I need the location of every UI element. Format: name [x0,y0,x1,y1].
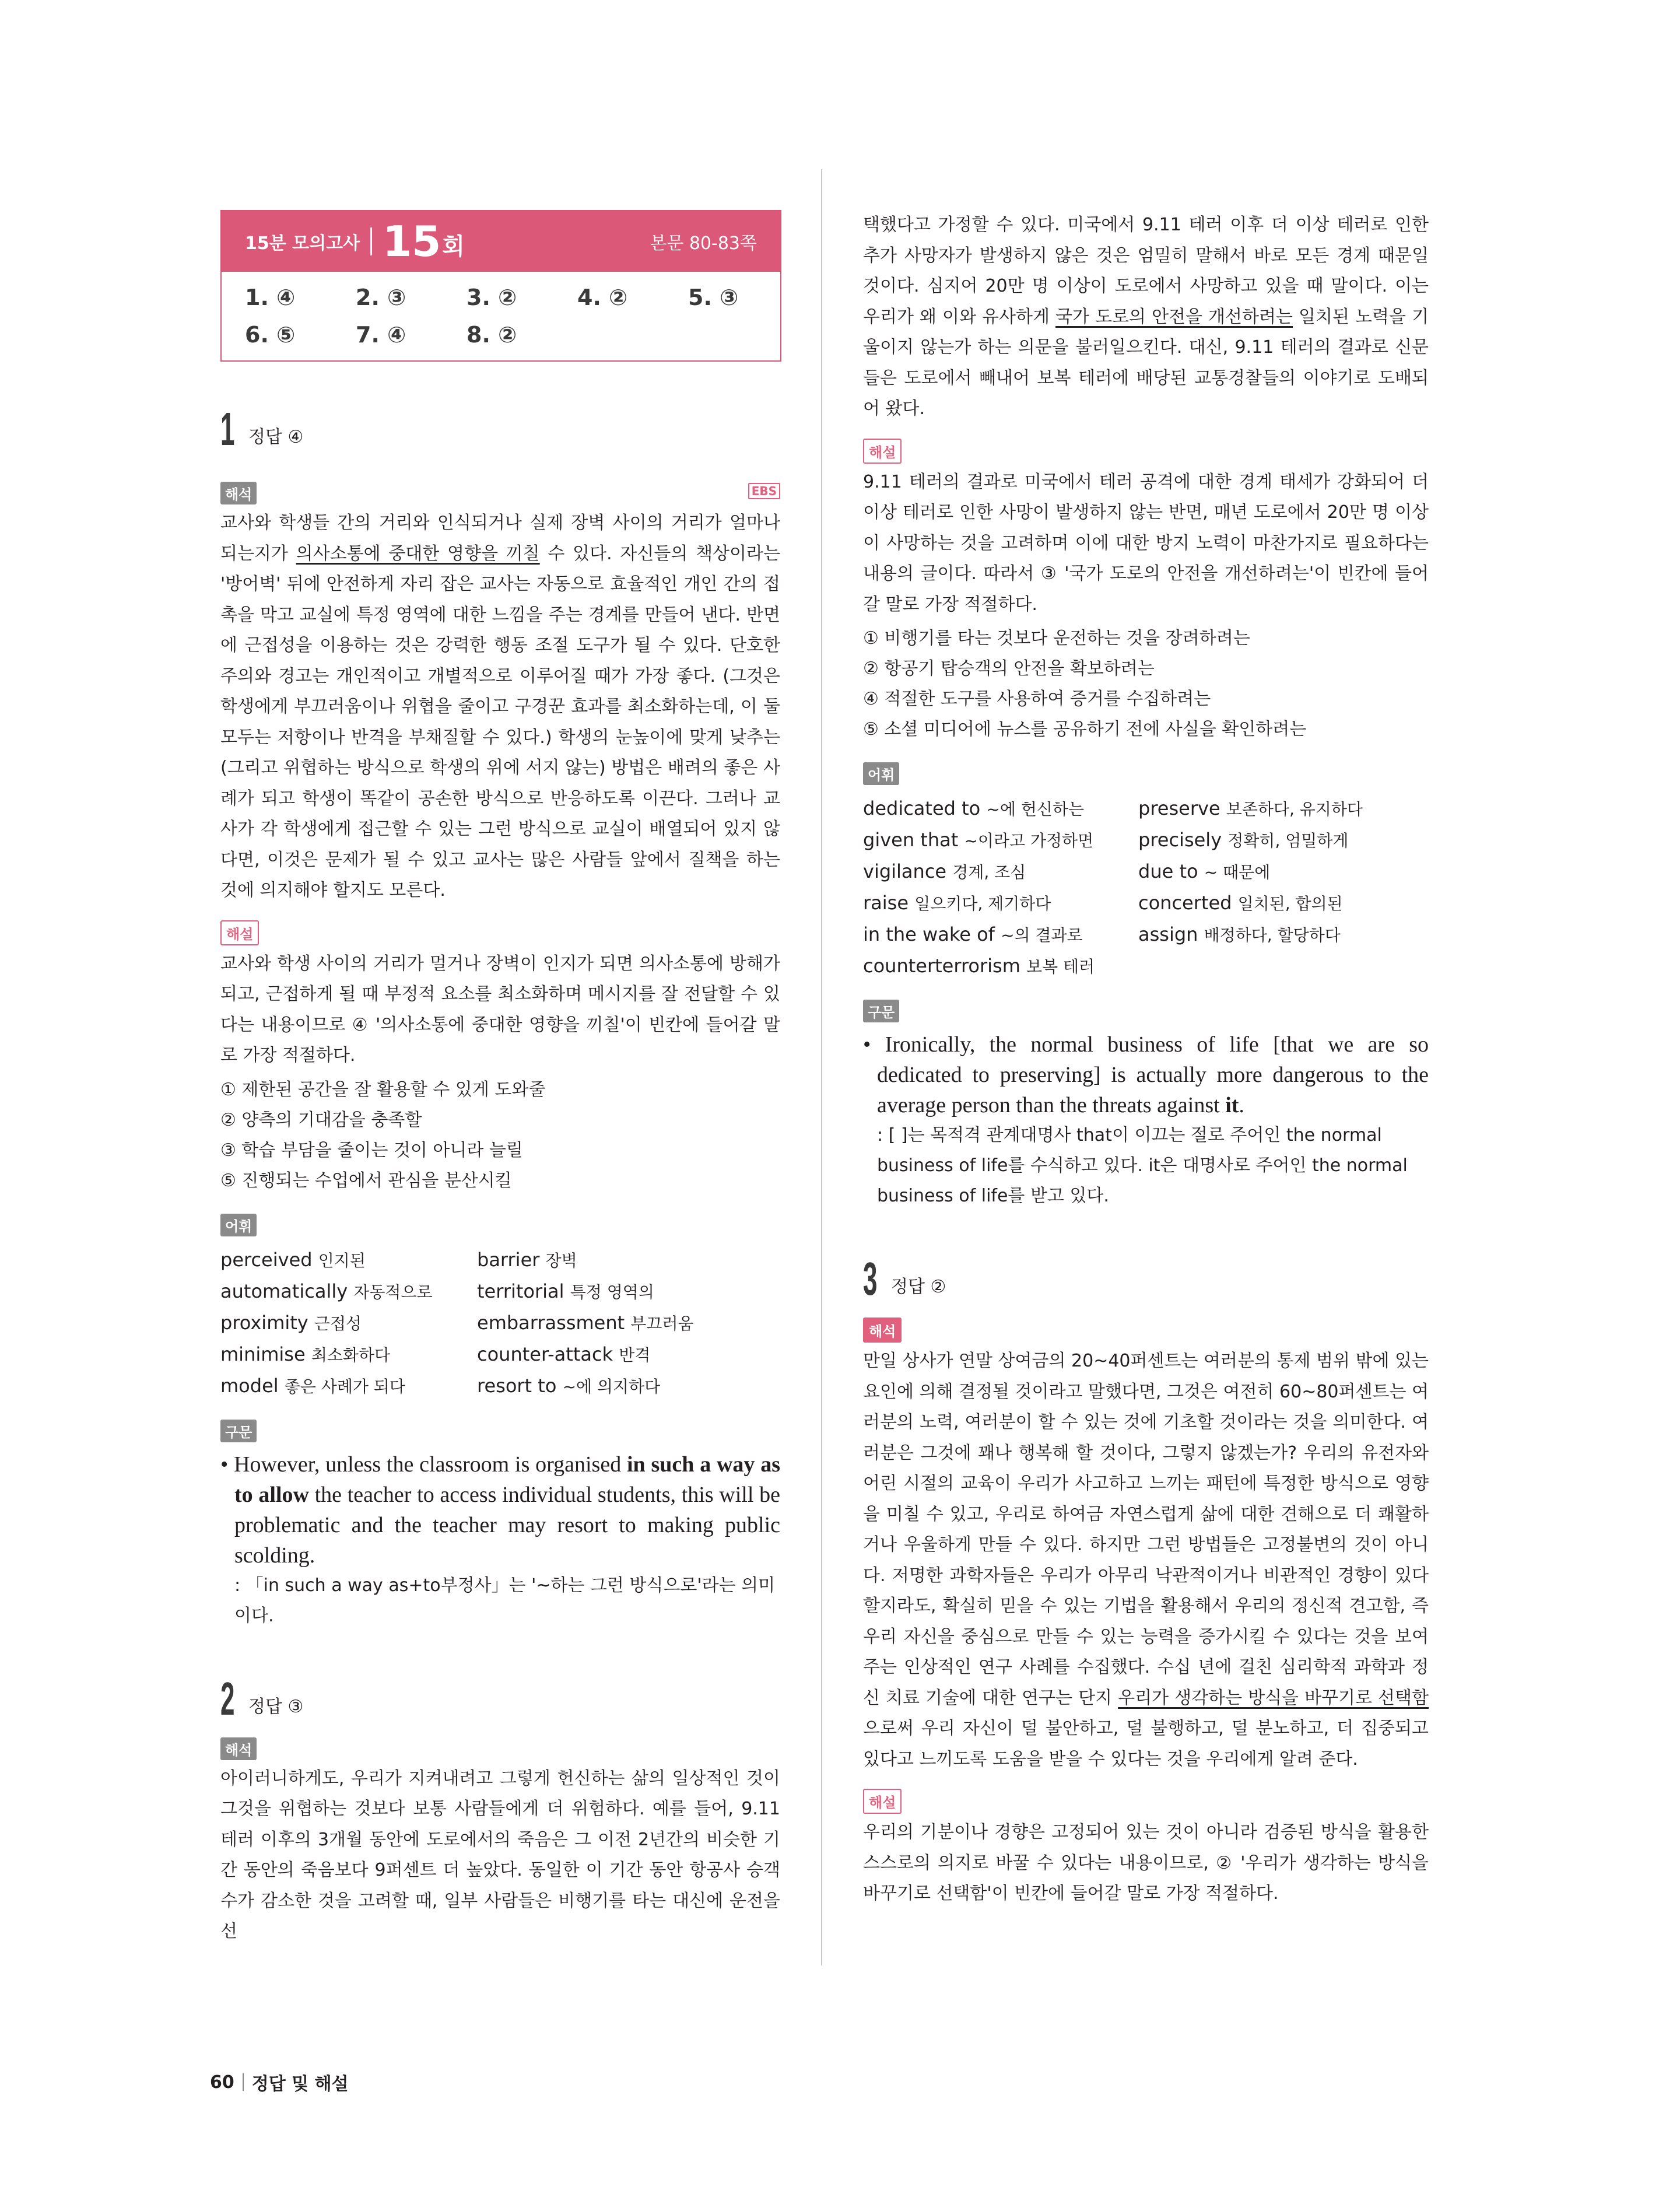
footer-separator [243,2073,244,2091]
translation-tag: 해석 [863,1318,902,1343]
translation-tag-row [220,468,780,508]
translation-text [220,508,780,906]
vocab-item: given that ~이라고 가정하면 [863,829,1094,851]
vocab-item: resort to ~에 의지하다 [477,1374,661,1397]
syntax-tag: 구문 [220,1420,257,1442]
syntax-tag: 구문 [863,1000,899,1022]
question-1-header [220,403,780,455]
explanation-tag: 해설 [863,439,902,464]
column-divider [821,169,822,1965]
translation-text-part1: 아이러니하게도, 우리가 지켜내려고 그렇게 헌신하는 삶의 일상적인 것이 그것을 위협하는 것보다 보통 사람들에게 더 위험하다. 예를 들어, 9.11 테러 이후의 3개월 동안에 도로에서의 죽음은 그 이전 2년간의 비슷한 기간 동안의 죽음보다 9퍼센트 더 높았다. 동일한 이 기간 동안 항공사 승객 수가 감소한 것을 고려할 때, 일부 사람들은 비행기를 타는 대신에 운전을 선 [220,1768,780,1942]
translation-tag: 해석 [220,482,257,504]
answer-item: 1. ④ [245,285,296,310]
syntax-sentence: • However, unless the classroom is organised in such a way as to allow the teacher to access individual students, this will be problematic and the teacher may resort to making public scolding. [220,1452,781,1568]
vocab-list [863,793,1429,982]
vocab-item: preserve 보존하다, 유지하다 [1138,797,1363,819]
vocab-item: precisely 정확히, 엄밀하게 [1138,829,1349,851]
syntax-note: : [ ]는 목적격 관계대명사 that이 이끄는 절로 주어인 the normal business of life를 수식하고 있다. it은 대명사로 주어인 the normal business of life를 받고 있다. [877,1125,1408,1206]
vocab-item: concerted 일치된, 합의된 [1138,892,1343,914]
vocab-item: assign 배정하다, 할당하다 [1138,923,1341,945]
vocab-item: due to ~ 때문에 [1138,860,1271,882]
underlined-phrase: 우리가 생각하는 방식을 바꾸기로 선택함 [1118,1687,1429,1708]
syntax-note: : 「in such a way as+to부정사」는 '~하는 그런 방식으로'라는 의미이다. [234,1575,776,1626]
vocab-item: vigilance 경계, 조심 [863,860,1026,882]
question-number: 3 [863,1253,878,1305]
answer-item: 3. ② [467,285,517,310]
vocab-item: perceived 인지된 [220,1248,366,1271]
page-footer [210,2069,349,2095]
wrong-options [863,623,1429,745]
vocab-item: model 좋은 사례가 되다 [220,1374,405,1397]
explanation-tag: 해설 [220,920,259,945]
test-unit: 회 [442,233,465,260]
question-3-header [863,1253,1429,1305]
option-item: ⑤ 진행되는 수업에서 관심을 분산시킬 [220,1170,512,1191]
left-column [220,210,780,1947]
answer-item: 4. ② [577,285,628,310]
vocab-item: raise 일으키다, 제기하다 [863,892,1051,914]
question-number: 1 [220,403,235,455]
vocab-item: territorial 특정 영역의 [477,1280,654,1302]
page-number: 60 [210,2072,234,2093]
explanation-text: 교사와 학생 사이의 거리가 멀거나 장벽이 인지가 되면 의사소통에 방해가 되고, 근접하게 될 때 부정적 요소를 최소화하며 메시지를 잘 전달할 수 있다는 내용이므로 ④ '의사소통에 중대한 영향을 끼칠'이 빈칸에 들어갈 말로 가장 적절하다. [220,953,780,1066]
footer-title: 정답 및 해설 [251,2074,349,2094]
vocab-item: counterterrorism 보복 테러 [863,955,1095,977]
page-reference: 본문 80-83쪽 [650,233,757,254]
question-number: 2 [220,1672,235,1725]
right-column [863,210,1429,1909]
option-item: ① 비행기를 타는 것보다 운전하는 것을 장려하려는 [863,628,1250,649]
option-item: ④ 적절한 도구를 사용하여 증거를 수집하려는 [863,689,1211,709]
test-number: 15 [383,217,441,266]
answer-item: 8. ② [467,322,517,348]
header-separator [370,227,372,255]
test-label: 15분 모의고사 [245,233,360,254]
vocab-item: barrier 장벽 [477,1248,577,1271]
vocab-tag: 어휘 [863,762,899,785]
vocab-list [220,1245,780,1402]
text-segment: 수 있다. 자신들의 책상이라는 '방어벽' 뒤에 안전하게 자리 잡은 교사는 자동으로 효율적인 개인 간의 접촉을 막고 교실에 특정 영역에 대한 느낌을 주는 경계를 만들어 낸다. 반면에 근접성을 이용하는 것은 강력한 행동 조절 도구가 될 수 있다. 단호한 주의와 경고는 개인적이고 개별적으로 이루어질 때가 가장 좋다. (그것은 학생에게 부끄러움이나 위협을 줄이고 구경꾼 효과를 최소화하는데, 이 둘 모두는 저항이나 반격을 부채질할 수 있다.) 학생의 눈높이에 맞게 낮추는 (그리고 위협하는 방식으로 학생의 위에 서지 않는) 방법은 배려의 좋은 사례가 되고 학생이 똑같이 공손한 방식으로 반응하도록 이끈다. 그러나 교사가 각 학생에게 접근할 수 있는 그런 방식으로 교실이 배열되어 있지 않다면, 이것은 문제가 될 수 있고 교사는 많은 사람들 앞에서 질책을 하는 것에 의지해야 할지도 모른다. [220,543,780,900]
answer-item: 5. ③ [688,285,739,310]
question-answer: 정답 ③ [248,1696,304,1717]
test-header-box [220,210,781,362]
answer-key [222,272,780,360]
vocab-item: dedicated to ~에 헌신하는 [863,797,1085,819]
vocab-item: in the wake of ~의 결과로 [863,923,1083,945]
vocab-tag: 어휘 [220,1214,257,1236]
option-item: ② 항공기 탑승객의 안전을 확보하려는 [863,658,1155,679]
text-segment: 교사와 학생들 간의 거리와 인식되거나 실제 장벽 사이의 거리가 얼마나 되는지가 [220,513,780,564]
underlined-phrase: 국가 도로의 안전을 개선하려는 [1055,306,1293,327]
vocab-item: automatically 자동적으로 [220,1280,433,1302]
question-2-header [220,1672,780,1725]
vocab-item: minimise 최소화하다 [220,1343,391,1365]
option-item: ③ 학습 부담을 줄이는 것이 아니라 늘릴 [220,1140,523,1161]
question-answer: 정답 ④ [248,427,304,447]
syntax-sentence: • Ironically, the normal business of life [that we are so dedicated to preserving] is actually more dangerous to the average person than the threats against it. [863,1032,1429,1117]
translation-text-part2: 택했다고 가정할 수 있다. 미국에서 9.11 테러 이후 더 이상 테러로 인한 추가 사망자가 발생하지 않은 것은 엄밀히 말해서 바로 모든 경계 때문일 것이다. 심지어 20만 명 이상이 도로에서 사망하고 있을 때 말이다. 이는 우리가 왜 이와 유사하게 국가 도로의 안전을 개선하려는 일치된 노력을 기울이지 않는가 하는 의문을 불러일으킨다. 대신, 9.11 테러의 결과로 신문들은 도로에서 빼내어 보복 테러에 배당된 교통경찰들의 이야기로 도배되어 왔다. [863,215,1429,419]
test-header-bar [222,211,780,272]
vocab-item: embarrassment 부끄러움 [477,1311,694,1334]
underlined-phrase: 의사소통에 중대한 영향을 끼칠 [296,543,540,564]
explanation-text: 9.11 테러의 결과로 미국에서 테러 공격에 대한 경계 태세가 강화되어 더 이상 테러로 인한 사망이 발생하지 않는 반면, 매년 도로에서 20만 명 이상이 사망하는 것을 고려하며 이에 대한 방지 노력이 마찬가지로 필요하다는 내용의 글이다. 따라서 ③ '국가 도로의 안전을 개선하려는'이 빈칸에 들어갈 말로 가장 적절하다. [863,471,1429,615]
wrong-options [220,1075,780,1196]
vocab-item: counter-attack 반격 [477,1343,651,1365]
explanation-text: 우리의 기분이나 경향은 고정되어 있는 것이 아니라 검증된 방식을 활용한 스스로의 의지로 바꿀 수 있다는 내용이므로, ② '우리가 생각하는 방식을 바꾸기로 선택함'이 빈칸에 들어갈 말로 가장 적절하다. [863,1822,1429,1904]
option-item: ② 양측의 기대감을 충족할 [220,1109,422,1130]
vocab-item: proximity 근접성 [220,1311,362,1334]
question-answer: 정답 ② [891,1277,946,1297]
explanation-tag: 해설 [863,1789,902,1814]
answer-item: 2. ③ [356,285,406,310]
option-item: ① 제한된 공간을 잘 활용할 수 있게 도와줄 [220,1079,546,1100]
translation-text: 만일 상사가 연말 상여금의 20~40퍼센트는 여러분의 통제 범위 밖에 있는 요인에 의해 결정될 것이라고 말했다면, 그것은 여전히 60~80퍼센트는 여러분의 노력, 여러분이 할 수 있는 것에 기초할 것이라는 것을 의미한다. 여러분은 그것에 꽤나 행복해 할 것이다, 그렇지 않겠는가? 우리의 유전자와 어린 시절의 교육이 우리가 사고하고 느끼는 패턴에 특정한 방식으로 영향을 미칠 수 있고, 우리로 하여금 자연스럽게 삶에 대한 견해으로 더 쾌활하거나 우울하게 만들 수 있다. 하지만 그런 방법들은 고정불변의 것이 아니다. 저명한 과학자들은 우리가 아무리 낙관적이거나 비관적인 경향이 있다 할지라도, 확실히 믿을 수 있는 기법을 활용해서 우리의 정신적 견고함, 즉 우리 자신을 중심으로 만들 수 있는 능력을 증가시킬 수 있다는 것을 보여 주는 인상적인 연구 사례를 수집했다. 수십 년에 걸친 심리학적 과학과 정신 치료 기술에 대한 연구는 단지 우리가 생각하는 방식을 바꾸기로 선택함으로써 우리 자신이 덜 불안하고, 덜 불행하고, 덜 분노하고, 더 집중되고 있다고 느끼도록 도움을 받을 수 있다는 것을 우리에게 알려 준다. [863,1351,1429,1769]
ebs-badge: EBS [748,483,780,499]
answer-item: 6. ⑤ [245,322,296,348]
option-item: ⑤ 소셜 미디어에 뉴스를 공유하기 전에 사실을 확인하려는 [863,719,1307,740]
answer-item: 7. ④ [356,322,406,348]
translation-tag: 해석 [220,1737,257,1760]
